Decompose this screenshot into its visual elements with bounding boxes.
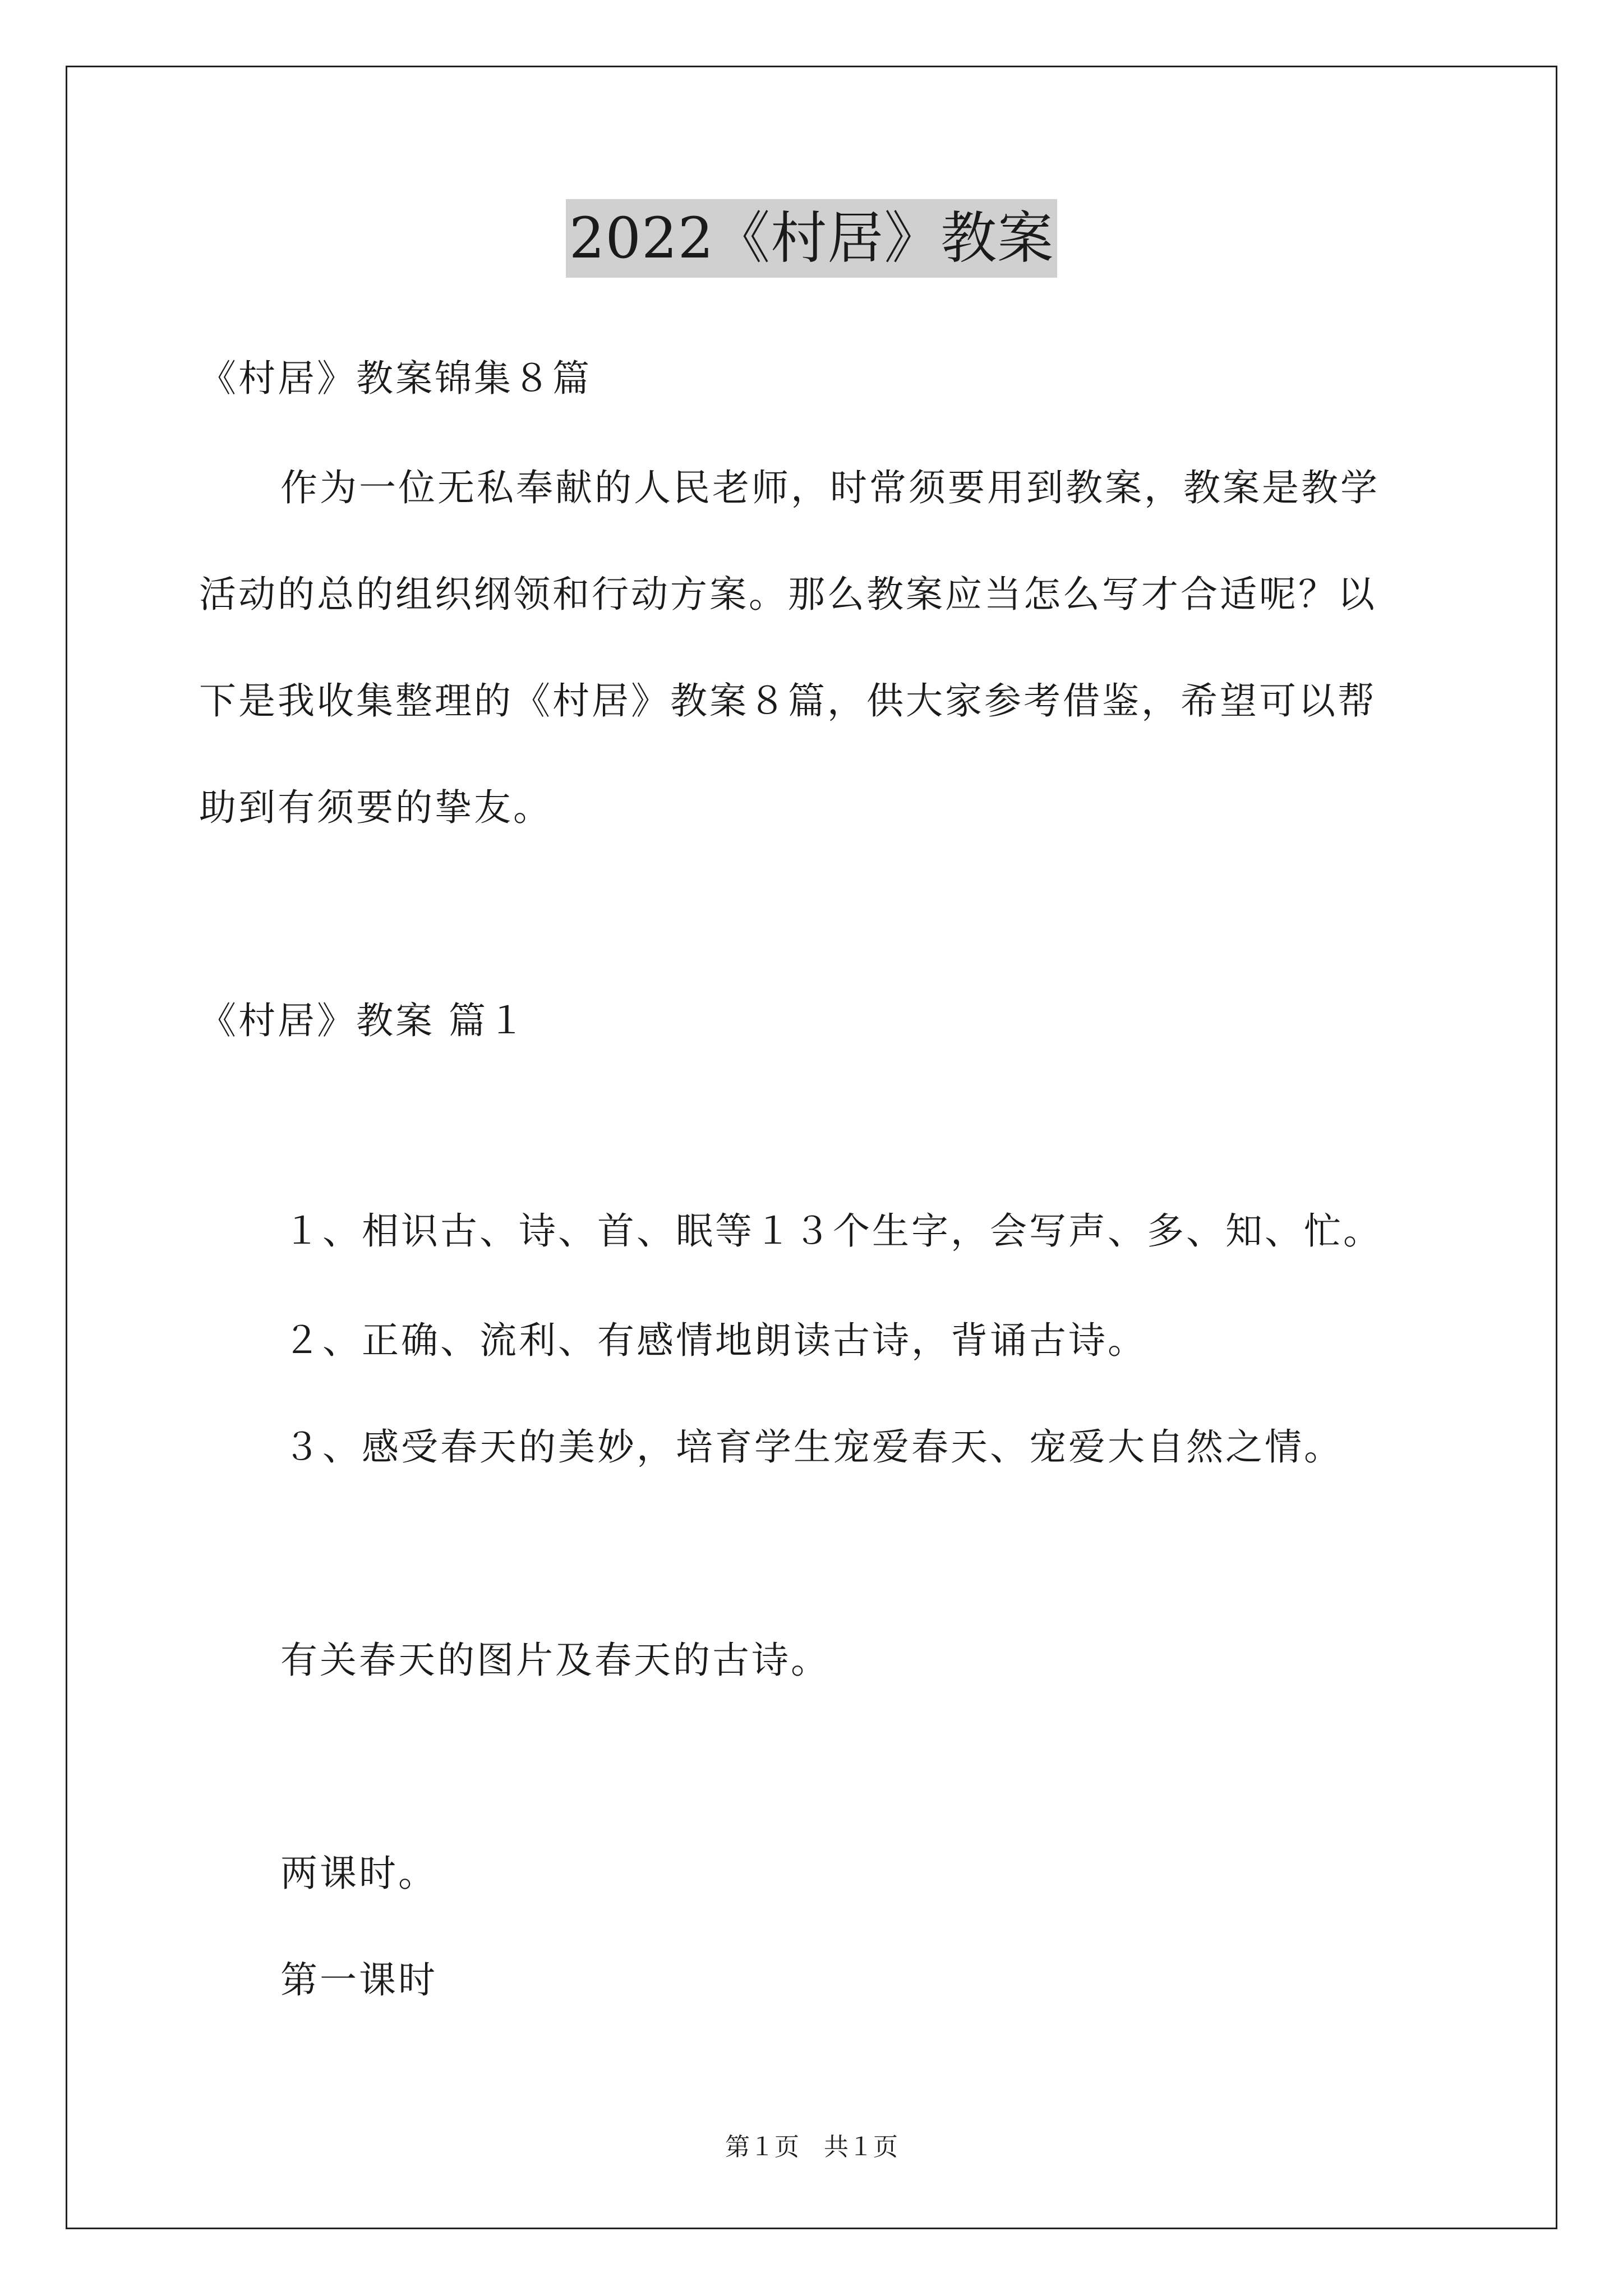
intro-line-1: 作为一位无私奉献的人民老师，时常须要用到教案，教案是教学: [280, 466, 1380, 509]
goal-item-1: １、相识古、诗、首、眠等１３个生字，会写声、多、知、忙。: [283, 1209, 1382, 1253]
section-heading: 《村居》教案 篇１: [199, 999, 527, 1042]
goal-item-2: ２、正确、流利、有感情地朗读古诗，背诵古诗。: [283, 1319, 1147, 1362]
title-container: [0, 199, 1623, 278]
materials-text: 有关春天的图片及春天的古诗。: [280, 1639, 830, 1682]
intro-line-3: 下是我收集整理的《村居》教案８篇，供大家参考借鉴，希望可以帮: [199, 679, 1377, 723]
document-title: 2022《村居》教案: [566, 199, 1058, 278]
duration-text: 两课时。: [280, 1852, 437, 1895]
page-footer: 第１页 共１页: [725, 2133, 898, 2161]
intro-line-4: 助到有须要的挚友。: [199, 786, 552, 829]
document-subtitle: 《村居》教案锦集８篇: [199, 357, 592, 400]
goal-item-3: ３、感受春天的美妙，培育学生宠爱春天、宠爱大自然之情。: [283, 1425, 1343, 1469]
intro-line-2: 活动的总的组织纲领和行动方案。那么教案应当怎么写才合适呢？以: [199, 573, 1377, 616]
lesson-label: 第一课时: [280, 1958, 437, 2001]
